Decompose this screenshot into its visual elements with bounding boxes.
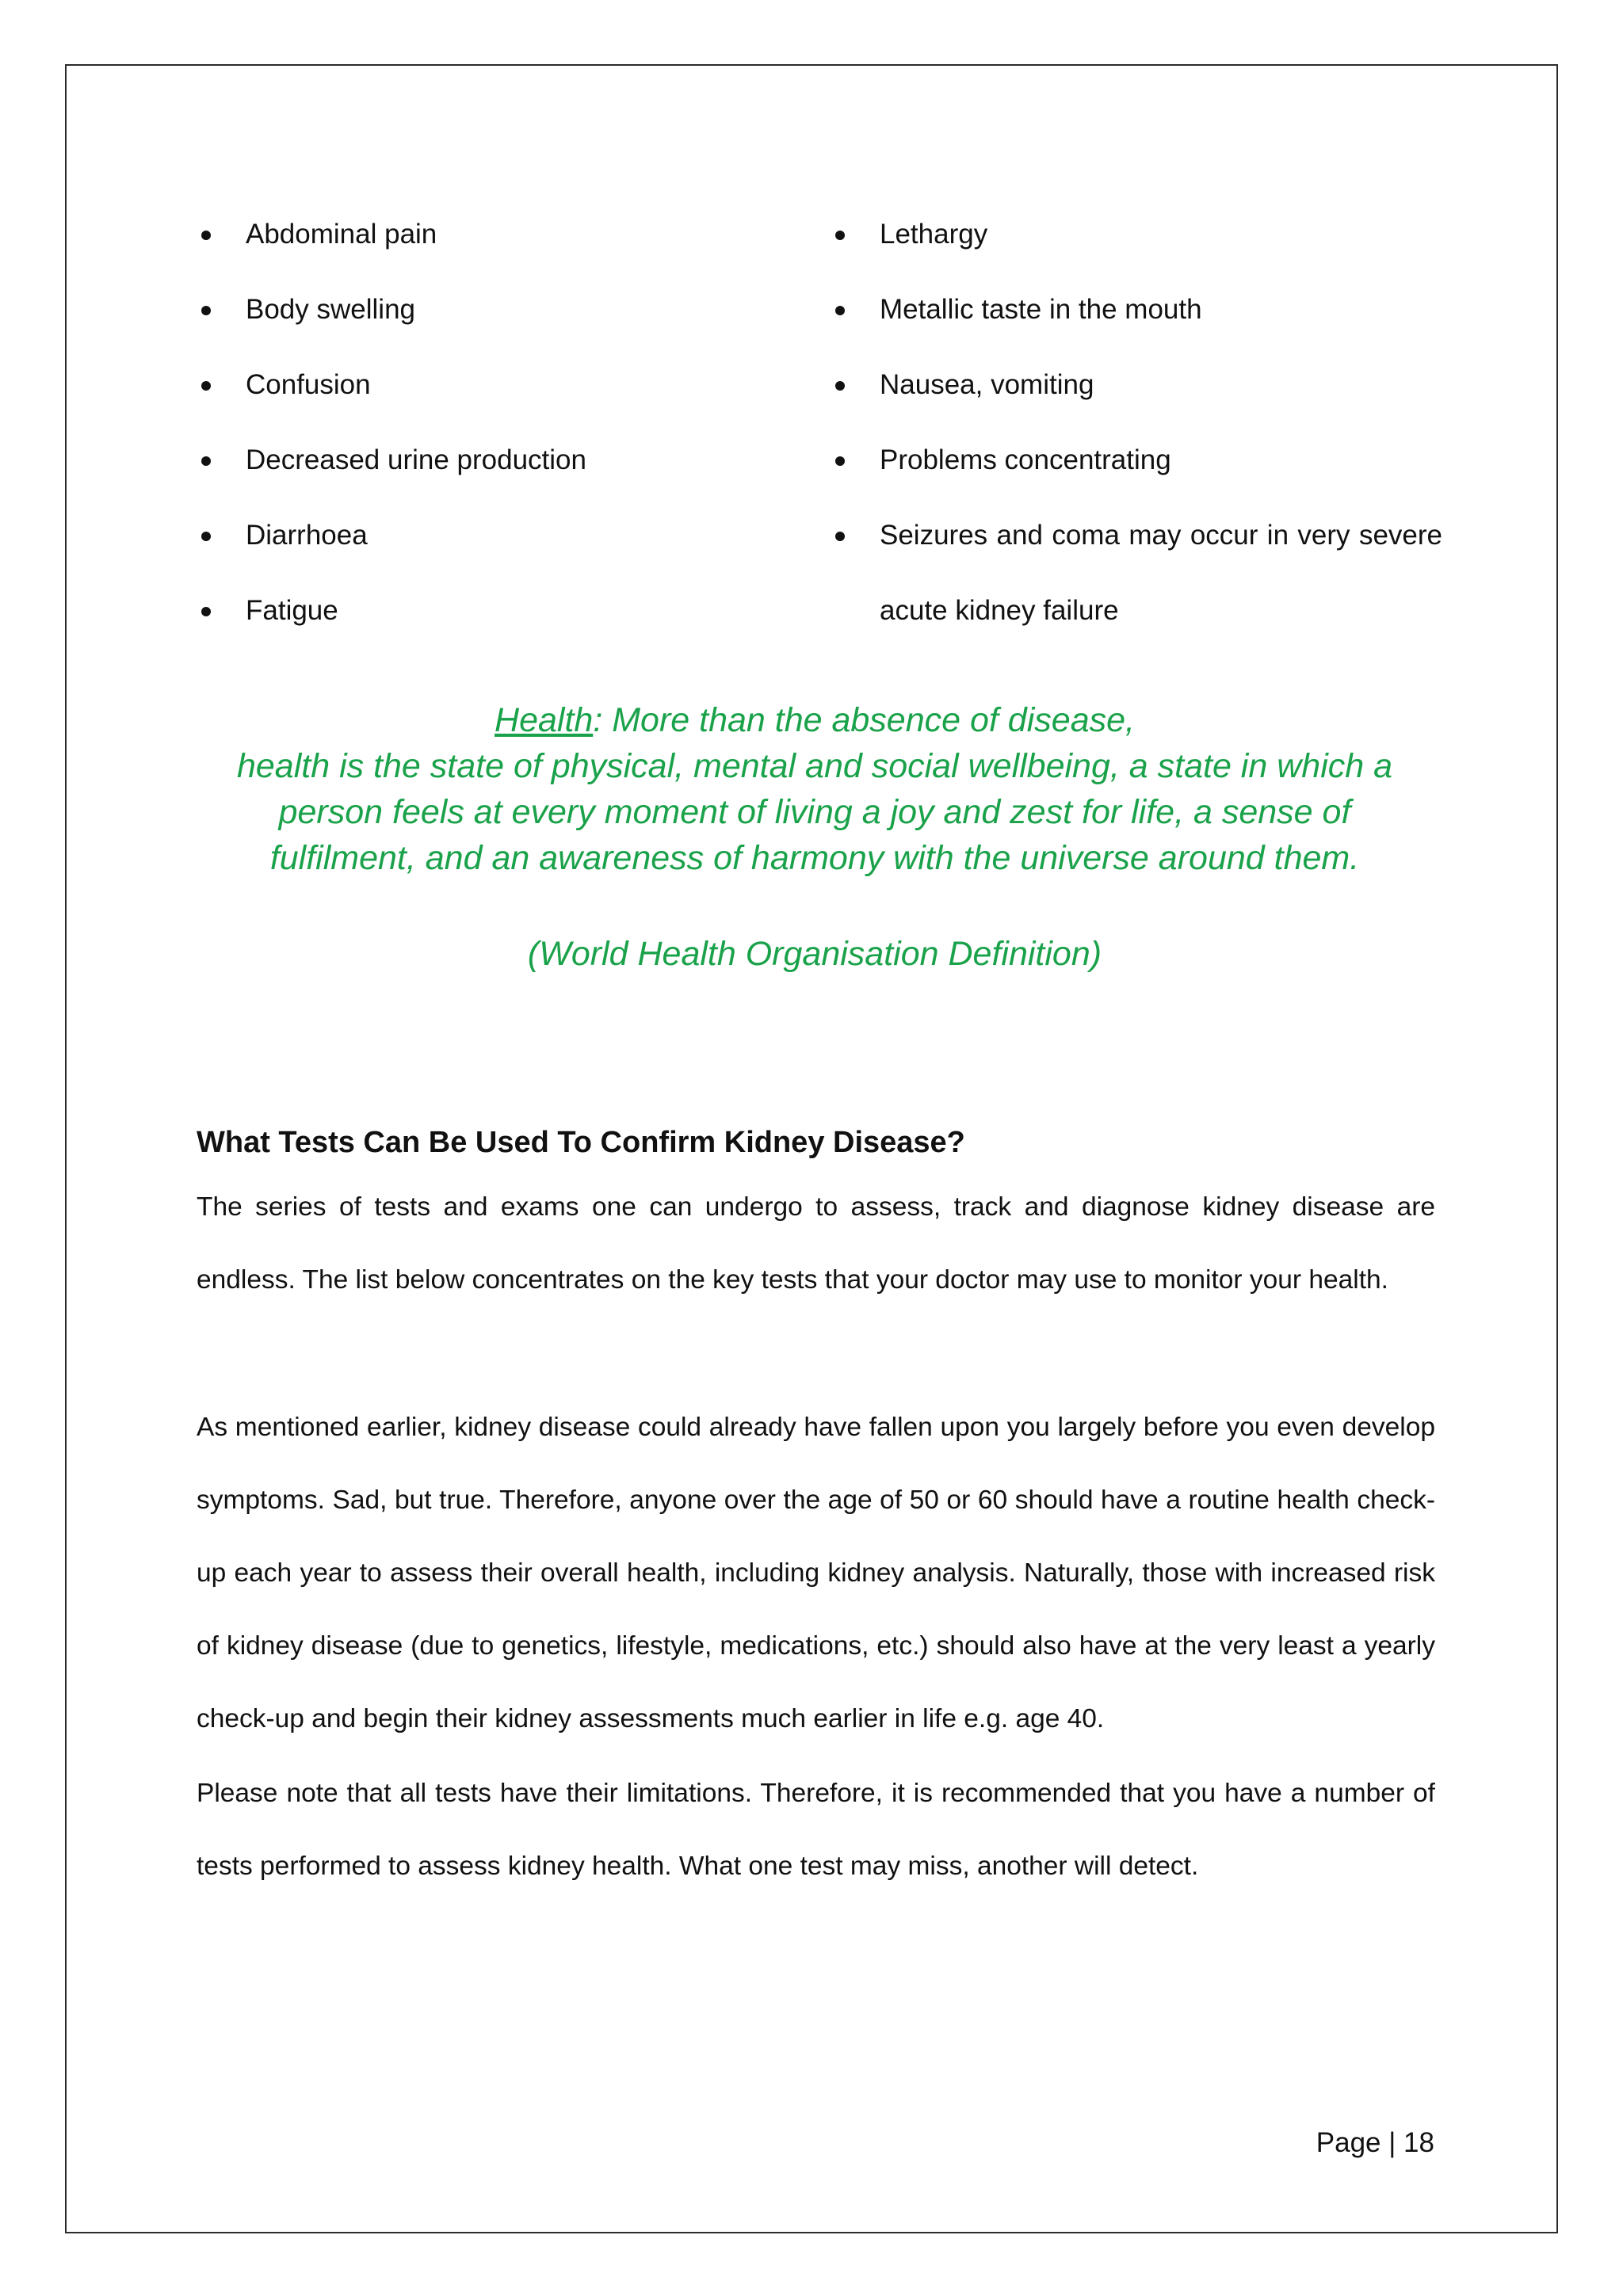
bullet-icon [201, 231, 211, 240]
body-paragraph: Please note that all tests have their limitations. Therefore, it is recommended that you have a number of tests performed to assess kidney health. What one test may miss, another will detect. [197, 1779, 1435, 1881]
list-item: Nausea, vomiting [831, 347, 1442, 422]
bullet-icon [201, 456, 211, 466]
quote-source: (World Health Organisation Definition) [527, 935, 1102, 973]
symptom-list-left [197, 196, 799, 648]
list-item: Abdominal pain [197, 196, 799, 272]
quote-line: health is the state of physical, mental and social wellbeing, a state in which a [236, 747, 1393, 785]
bullet-icon [835, 381, 845, 391]
list-item: Fatigue [197, 573, 799, 648]
section-heading: What Tests Can Be Used To Confirm Kidney Disease? [197, 1126, 965, 1159]
list-item: Body swelling [197, 272, 799, 347]
quote-label: Health [495, 701, 594, 739]
bullet-icon [835, 532, 845, 541]
page-number: Page | 18 [1316, 2127, 1434, 2158]
bullet-icon [835, 231, 845, 240]
health-quote [197, 697, 1433, 977]
bullet-icon [835, 456, 845, 466]
list-item: Seizures and coma may occur in very severe acute kidney failure [831, 498, 1442, 648]
bullet-icon [201, 607, 211, 616]
list-item: Problems concentrating [831, 422, 1442, 498]
list-item: Metallic taste in the mouth [831, 272, 1442, 347]
symptom-list-right [831, 196, 1442, 648]
bullet-icon [201, 381, 211, 391]
bullet-icon [835, 306, 845, 315]
quote-line: Health: More than the absence of disease, [495, 701, 1135, 739]
list-item: Confusion [197, 347, 799, 422]
bullet-icon [201, 306, 211, 315]
list-item: Decreased urine production [197, 422, 799, 498]
list-item: Lethargy [831, 196, 1442, 272]
body-paragraph: The series of tests and exams one can undergo to assess, track and diagnose kidney disease are endless. The list below concentrates on the key tests that your doctor may use to monitor your health. [197, 1192, 1435, 1295]
bullet-icon [201, 532, 211, 541]
quote-line: fulfilment, and an awareness of harmony with the universe around them. [269, 839, 1360, 877]
quote-line: person feels at every moment of living a joy and zest for life, a sense of [278, 793, 1351, 831]
body-paragraph: As mentioned earlier, kidney disease could already have fallen upon you largely before you even develop symptoms. Sad, but true. Therefore, anyone over the age of 50 or 60 should have a routine health check-up each year to assess their overall health, including kidney analysis. Naturally, those with increased risk of kidney disease (due to genetics, lifestyle, medications, etc.) should also have at the very least a yearly check-up and begin their kidney assessments much earlier in life e.g. age 40. [197, 1413, 1435, 1733]
list-item: Diarrhoea [197, 498, 799, 573]
